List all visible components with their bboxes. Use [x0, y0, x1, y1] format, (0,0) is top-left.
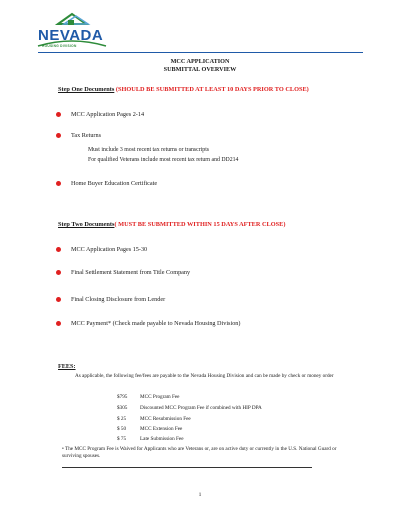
fee-amount: $ 75 [117, 436, 127, 442]
logo-text: NEVADA [38, 27, 104, 44]
bullet-icon [56, 181, 61, 186]
fee-description: MCC Resubmission Fee [140, 416, 191, 422]
step-two-heading [58, 221, 285, 228]
tax-detail: For qualified Veterans include most recent tax return and DD214 [88, 157, 239, 163]
bullet-icon [56, 297, 61, 302]
step-two-label: Step Two Documents [58, 221, 115, 228]
fee-amount: $305 [117, 405, 128, 411]
step-two-item: MCC Application Pages 15-30 [71, 246, 148, 253]
fee-amount: $795 [117, 394, 128, 400]
page-subtitle: SUBMITTAL OVERVIEW [163, 66, 237, 73]
page-title: MCC APPLICATION [170, 58, 230, 65]
bullet-icon [56, 133, 61, 138]
bullet-icon [56, 247, 61, 252]
page-number: 1 [198, 492, 202, 498]
bullet-icon [56, 112, 61, 117]
tax-detail: Must include 3 most recent tax returns or transcripts [88, 147, 210, 153]
step-one-note: (SHOULD BE SUBMITTED AT LEAST 10 DAYS PRIOR TO CLOSE) [115, 86, 309, 93]
step-one-item: Home Buyer Education Certificate [71, 180, 158, 187]
step-two-note: ( MUST BE SUBMITTED WITHIN 15 DAYS AFTER CLOSE) [114, 221, 286, 228]
step-two-item: MCC Payment* (Check made payable to Nevada Housing Division) [71, 320, 241, 327]
fee-amount: $ 25 [117, 416, 127, 422]
fee-amount: $ 50 [117, 426, 127, 432]
footer-divider [62, 467, 312, 468]
step-two-item: Final Closing Disclosure from Lender [71, 296, 166, 303]
fee-description: Late Submission Fee [140, 436, 184, 442]
fees-heading: FEES: [58, 363, 76, 370]
bullet-icon [56, 321, 61, 326]
fee-description: Discounted MCC Program Fee if combined with HIP DPA [140, 405, 262, 411]
step-one-item: MCC Application Pages 2-14 [71, 111, 145, 118]
bullet-icon [56, 270, 61, 275]
step-one-label: Step One Documents [58, 86, 115, 93]
step-one-heading [58, 86, 309, 93]
fee-description: MCC Program Fee [140, 394, 180, 400]
step-two-item: Final Settlement Statement from Title Company [71, 269, 191, 276]
fee-waiver-note: • The MCC Program Fee is Waived for Applicants who are Veterans or, are on active duty or currently in the U.S. National Guard or surviving spouses. [62, 446, 337, 460]
fees-intro: As applicable, the following fee/fees are payable to the Nevada Housing Division and can be made by check or money order [75, 373, 334, 379]
fee-description: MCC Extension Fee [140, 426, 183, 432]
step-one-item: Tax Returns [71, 132, 101, 139]
logo-subtext: HOUSING DIVISION [42, 44, 77, 48]
header-divider [38, 52, 363, 53]
